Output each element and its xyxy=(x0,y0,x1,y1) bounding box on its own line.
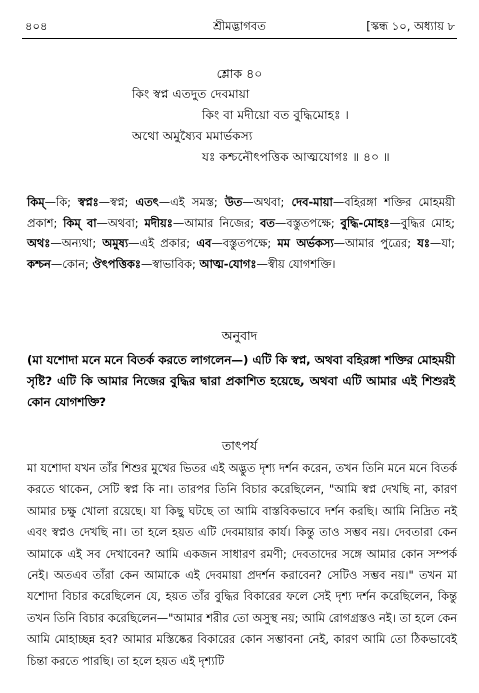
purport-heading: তাৎপর্য xyxy=(221,438,258,453)
synonym-meaning: —বুদ্ধির মোহ; xyxy=(389,215,455,230)
synonym-term: আত্ম-যোগঃ xyxy=(199,256,257,271)
synonym-meaning: —কোন; xyxy=(50,256,93,271)
synonym-term: অথঃ xyxy=(27,236,51,251)
verse-line-2: কিং বা মদীয়ো বত বুদ্ধিমোহঃ । xyxy=(202,108,349,122)
synonym-meaning: —কি; xyxy=(44,195,79,209)
synonym-meaning: —বস্তুতপক্ষে; xyxy=(274,215,341,230)
header-rule xyxy=(22,38,457,39)
canto-chapter: [স্কন্ধ ১০, অধ্যায় ৮ xyxy=(366,19,455,33)
synonym-term: স্বপ্নঃ xyxy=(78,195,99,209)
synonym-meaning: —এই সমস্ত; xyxy=(158,195,225,209)
synonym-term: কিম্ বা xyxy=(63,215,97,230)
page-number: ৪০৪ xyxy=(25,19,48,33)
synonym-term: অমুষ্য xyxy=(102,236,129,251)
synonym-term: বত xyxy=(259,215,275,230)
book-title: শ্রীমদ্ভাগবত xyxy=(213,19,266,33)
synonym-term: এতৎ xyxy=(135,195,159,209)
synonym-meaning: —স্বীয় যোগশক্তি। xyxy=(256,256,336,271)
translation-text: (মা যশোদা মনে মনে বিতর্ক করতে লাগলেন—) এটি কি স্বপ্ন, অথবা বহিরঙ্গা শক্তির মোহময়ী সৃষ্টি? এটি কি আমার নিজের বুদ্ধির দ্বারা প্রকাশিত হয়েছে, অথবা এটি আমার এই শিশুরই কোন যোগশক্তি? xyxy=(27,353,455,409)
synonym-meaning: —বহিরঙ্গা শক্তির মোহময়ী প্রকাশ; xyxy=(27,195,456,230)
synonym-term: মদীয়ঃ xyxy=(144,215,173,230)
synonym-term: দেব-মায়া xyxy=(291,195,333,209)
synonym-meaning: —অথবা; xyxy=(96,215,145,230)
synonym-term: কশ্চন xyxy=(27,256,51,271)
synonym-meaning: —স্বপ্ন; xyxy=(98,195,136,209)
verse-heading: শ্লোক ৪০ xyxy=(216,66,263,81)
synonym-meaning: —যা; xyxy=(429,236,456,251)
verse-line-1: কিং স্বপ্ন এতদুত দেবমায়া xyxy=(132,87,250,101)
verse-line-4: যঃ কশ্চনৌৎপত্তিক আত্মযোগঃ ॥ ৪০ ॥ xyxy=(202,150,390,164)
synonyms-paragraph xyxy=(27,192,455,274)
synonym-meaning: —অথবা; xyxy=(242,195,292,209)
verse-line-3: অথো অমুষ্যৈব মমার্ভকস্য xyxy=(132,129,253,143)
synonym-meaning: —আমার নিজের; xyxy=(172,215,260,230)
synonym-meaning: —আমার পুত্রের; xyxy=(333,236,418,251)
synonym-term: মম অর্ভকস্য xyxy=(277,236,334,251)
synonym-term: উত xyxy=(224,195,243,209)
purport-text: মা যশোদা যখন তাঁর শিশুর মুখের ভিতর এই অদ্ভুত দৃশ্য দর্শন করেন, তখন তিনি মনে মনে বিতর্ক করতে থাকেন, সেটি স্বপ্ন কি না। তারপর তিনি বিচার করেছিলেন, "আমি স্বপ্ন দেখছি না, কারণ আমার চক্ষু খোলা রয়েছে। যা কিছু ঘটছে তা আমি বাস্তবিকভাবে দর্শন করছি। আমি নিদ্রিত নই এবং স্বপ্নও দেখছি না। তা হলে হয়ত এটি দেবমায়ার কার্য। কিন্তু তাও সম্ভব নয়। দেবতারা কেন আমাকে এই সব দেখাবেন? আমি একজন সাধারণ রমণী; দেবতাদের সঙ্গে আমার কোন সম্পর্ক নেই। অতএব তাঁরা কেন আমাকে এই দেবমায়া প্রদর্শন করাবেন? সেটিও সম্ভব নয়।" তখন মা যশোদা বিচার করেছিলেন যে, হয়ত তাঁর বুদ্ধির বিকারের ফলে সেই দৃশ্য দর্শন করেছিলেন, কিন্তু তখন তিনি বিচার করেছিলেন—"আমার শরীর তো অসুস্থ নয়; আমি রোগগ্রস্তও নই। তা হলে কেন আমি মোহাচ্ছন্ন হব? আমার মস্তিষ্কের বিকারের কোন সম্ভাবনা নেই, কারণ আমি তো ঠিকভাবেই চিন্তা করতে পারছি। তা হলে হয়ত এই দৃশ্যটি xyxy=(27,461,457,668)
synonym-meaning: —অন্যথা; xyxy=(50,236,103,251)
synonym-meaning: —বস্তুতপক্ষে; xyxy=(211,236,278,251)
synonym-term: যঃ xyxy=(417,236,430,251)
synonym-term: বুদ্ধি-মোহঃ xyxy=(340,215,390,230)
synonym-term: এব xyxy=(196,236,212,251)
translation-heading: অনুবাদ xyxy=(221,328,258,343)
synonym-meaning: —স্বাভাবিক; xyxy=(140,256,200,271)
synonym-term: কিম্ xyxy=(27,195,45,209)
synonym-meaning: —এই প্রকার; xyxy=(128,236,197,251)
synonym-term: ঔৎপত্তিকঃ xyxy=(92,256,141,271)
